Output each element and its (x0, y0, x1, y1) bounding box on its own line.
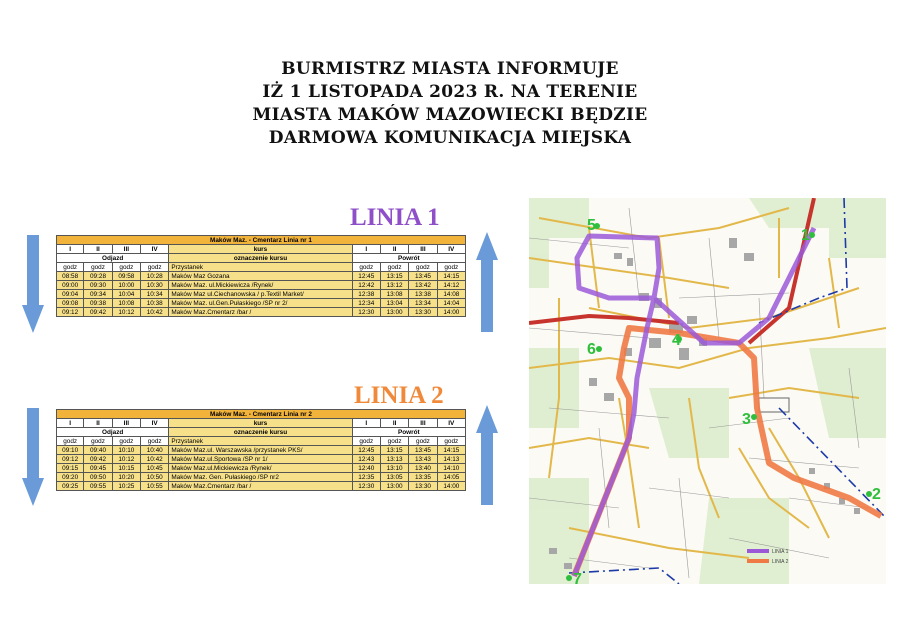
stop-name: Maków Maz. ul.Mickiewicza /Rynek/ (169, 281, 352, 290)
course-header: IV (141, 245, 169, 254)
godz-label: godz (84, 437, 112, 446)
departure-time: 10:38 (141, 299, 169, 308)
return-time: 13:15 (380, 272, 408, 281)
godz-label: godz (352, 437, 380, 446)
departure-time: 10:08 (112, 299, 140, 308)
godz-label: godz (437, 437, 465, 446)
return-time: 14:13 (437, 455, 465, 464)
departure-time: 10:00 (112, 281, 140, 290)
departure-time: 10:20 (112, 473, 140, 482)
godz-label: godz (112, 437, 140, 446)
return-time: 13:05 (380, 473, 408, 482)
departure-time: 09:08 (57, 299, 84, 308)
departure-time: 10:10 (112, 446, 140, 455)
departure-time: 10:25 (112, 482, 140, 491)
stop-label-4: 4 (672, 332, 681, 349)
course-header: III (112, 419, 140, 428)
departure-time: 10:55 (141, 482, 169, 491)
departure-time: 10:04 (112, 290, 140, 299)
godz-label: godz (409, 263, 437, 272)
departure-time: 10:12 (112, 308, 140, 317)
header-line-3: MIASTA MAKÓW MAZOWIECKI BĘDZIE (252, 105, 648, 125)
stop-label-3: 3 (742, 411, 751, 428)
departure-time: 09:40 (84, 446, 112, 455)
return-time: 12:40 (352, 464, 380, 473)
course-header: I (352, 245, 380, 254)
przystanek-label: Przystanek (169, 437, 352, 446)
departure-time: 10:34 (141, 290, 169, 299)
course-header: II (84, 419, 112, 428)
return-time: 13:30 (409, 308, 437, 317)
return-time: 13:34 (409, 299, 437, 308)
return-time: 12:35 (352, 473, 380, 482)
return-time: 13:45 (409, 272, 437, 281)
powrot-header: Powrót (352, 428, 465, 437)
godz-label: godz (380, 263, 408, 272)
kurs-sub-header: oznaczenie kursu (169, 254, 352, 263)
departure-time: 09:38 (84, 299, 112, 308)
return-time: 13:15 (380, 446, 408, 455)
departure-time: 10:15 (112, 464, 140, 473)
down-arrow-icon (22, 408, 44, 506)
return-time: 13:00 (380, 482, 408, 491)
return-time: 13:08 (380, 290, 408, 299)
course-header: I (352, 419, 380, 428)
return-time: 13:40 (409, 464, 437, 473)
header-line-2: IŻ 1 LISTOPADA 2023 R. NA TERENIE (262, 82, 638, 102)
return-time: 12:30 (352, 482, 380, 491)
course-header: II (380, 419, 408, 428)
stop-name: Maków Maz.Cmentarz /bar / (169, 308, 352, 317)
legend-swatch-linia-2 (747, 559, 769, 563)
departure-time: 09:58 (112, 272, 140, 281)
legend-label-linia-2: LINIA 2 (772, 559, 789, 565)
table-row (57, 272, 466, 281)
departure-time: 09:42 (84, 455, 112, 464)
course-header: I (57, 419, 84, 428)
course-header: IV (141, 419, 169, 428)
course-header: IV (437, 245, 465, 254)
godz-label: godz (141, 263, 169, 272)
godz-label: godz (84, 263, 112, 272)
return-time: 14:08 (437, 290, 465, 299)
departure-time: 09:00 (57, 281, 84, 290)
return-time: 12:42 (352, 281, 380, 290)
odjazd-header: Odjazd (57, 254, 169, 263)
departure-time: 10:42 (141, 455, 169, 464)
kurs-sub-header: oznaczenie kursu (169, 428, 352, 437)
stop-name: Maków Maz ul.Ciechanowska / p.Textil Market/ (169, 290, 352, 299)
course-header: II (380, 245, 408, 254)
table-row (57, 308, 466, 317)
table-row (57, 290, 466, 299)
stop-label-5: 5 (587, 217, 596, 234)
legend-swatch-linia-1 (747, 549, 769, 553)
return-time: 12:45 (352, 446, 380, 455)
return-time: 13:42 (409, 281, 437, 290)
departure-time: 10:30 (141, 281, 169, 290)
stop-name: Maków Maz. Gen. Pułaskiego /SP nr2 (169, 473, 352, 482)
return-time: 13:43 (409, 455, 437, 464)
course-header: III (409, 419, 437, 428)
table-row (57, 473, 466, 482)
powrot-header: Powrót (352, 254, 465, 263)
departure-time: 09:12 (57, 308, 84, 317)
table-caption: Maków Maz. - Cmentarz Linia nr 1 (57, 236, 466, 245)
timetable-linia-2 (56, 409, 466, 491)
godz-label: godz (352, 263, 380, 272)
table-row (57, 482, 466, 491)
announcement-header (0, 58, 900, 150)
return-time: 12:34 (352, 299, 380, 308)
departure-time: 10:12 (112, 455, 140, 464)
return-time: 14:04 (437, 299, 465, 308)
departure-time: 09:25 (57, 482, 84, 491)
linia-1-title: LINIA 1 (350, 204, 440, 231)
table-caption: Maków Maz. - Cmentarz Linia nr 2 (57, 410, 466, 419)
up-arrow-icon (476, 232, 498, 332)
return-time: 13:13 (380, 455, 408, 464)
stop-name: Maków Maz.ul. Warszawska /przystanek PKS/ (169, 446, 352, 455)
return-time: 12:38 (352, 290, 380, 299)
route-map (529, 198, 886, 584)
stop-name: Maków Maz.ul.Sportowa /SP nr 1/ (169, 455, 352, 464)
table-row (57, 446, 466, 455)
godz-label: godz (437, 263, 465, 272)
return-time: 12:45 (352, 272, 380, 281)
departure-time: 09:10 (57, 446, 84, 455)
departure-time: 09:34 (84, 290, 112, 299)
course-header: III (409, 245, 437, 254)
godz-label: godz (380, 437, 408, 446)
departure-time: 09:42 (84, 308, 112, 317)
departure-time: 10:28 (141, 272, 169, 281)
return-time: 12:43 (352, 455, 380, 464)
return-time: 13:12 (380, 281, 408, 290)
stop-label-1: 1 (801, 227, 810, 244)
header-line-1: BURMISTRZ MIASTA INFORMUJE (281, 59, 619, 79)
godz-label: godz (57, 437, 84, 446)
stop-name: Maków Maz.Cmentarz /bar / (169, 482, 352, 491)
return-time: 12:30 (352, 308, 380, 317)
return-time: 14:15 (437, 446, 465, 455)
return-time: 13:04 (380, 299, 408, 308)
departure-time: 09:15 (57, 464, 84, 473)
stop-name: Maków Maz.ul.Mickiewicza /Rynek/ (169, 464, 352, 473)
table-row (57, 455, 466, 464)
table-row (57, 281, 466, 290)
departure-time: 09:50 (84, 473, 112, 482)
godz-label: godz (57, 263, 84, 272)
stop-name: Maków Maz Gozana (169, 272, 352, 281)
stop-name: Maków Maz. ul.Gen.Pułaskiego /SP nr 2/ (169, 299, 352, 308)
timetable-linia-1 (56, 235, 466, 317)
return-time: 13:45 (409, 446, 437, 455)
linia-2-title: LINIA 2 (354, 382, 444, 409)
down-arrow-icon (22, 235, 44, 333)
godz-label: godz (409, 437, 437, 446)
odjazd-header: Odjazd (57, 428, 169, 437)
stop-label-2: 2 (872, 486, 881, 503)
departure-time: 09:55 (84, 482, 112, 491)
course-header: I (57, 245, 84, 254)
departure-time: 09:04 (57, 290, 84, 299)
course-header: III (112, 245, 140, 254)
return-time: 13:30 (409, 482, 437, 491)
return-time: 13:38 (409, 290, 437, 299)
return-time: 14:10 (437, 464, 465, 473)
return-time: 14:00 (437, 482, 465, 491)
godz-label: godz (112, 263, 140, 272)
kurs-header: kurs (169, 245, 352, 254)
departure-time: 10:40 (141, 446, 169, 455)
departure-time: 09:20 (57, 473, 84, 482)
return-time: 14:12 (437, 281, 465, 290)
departure-time: 09:28 (84, 272, 112, 281)
return-time: 13:10 (380, 464, 408, 473)
course-header: II (84, 245, 112, 254)
return-time: 14:00 (437, 308, 465, 317)
przystanek-label: Przystanek (169, 263, 352, 272)
table-row (57, 464, 466, 473)
stop-label-6: 6 (587, 341, 596, 358)
return-time: 13:35 (409, 473, 437, 482)
departure-time: 08:58 (57, 272, 84, 281)
kurs-header: kurs (169, 419, 352, 428)
departure-time: 10:50 (141, 473, 169, 482)
departure-time: 09:30 (84, 281, 112, 290)
departure-time: 09:45 (84, 464, 112, 473)
stop-label-7: 7 (573, 571, 582, 584)
course-header: IV (437, 419, 465, 428)
return-time: 13:00 (380, 308, 408, 317)
table-row (57, 299, 466, 308)
header-line-4: DARMOWA KOMUNIKACJA MIEJSKA (268, 128, 632, 148)
godz-label: godz (141, 437, 169, 446)
up-arrow-icon (476, 405, 498, 505)
return-time: 14:05 (437, 473, 465, 482)
return-time: 14:15 (437, 272, 465, 281)
departure-time: 10:45 (141, 464, 169, 473)
legend-label-linia-1: LINIA 1 (772, 549, 789, 555)
departure-time: 09:12 (57, 455, 84, 464)
departure-time: 10:42 (141, 308, 169, 317)
